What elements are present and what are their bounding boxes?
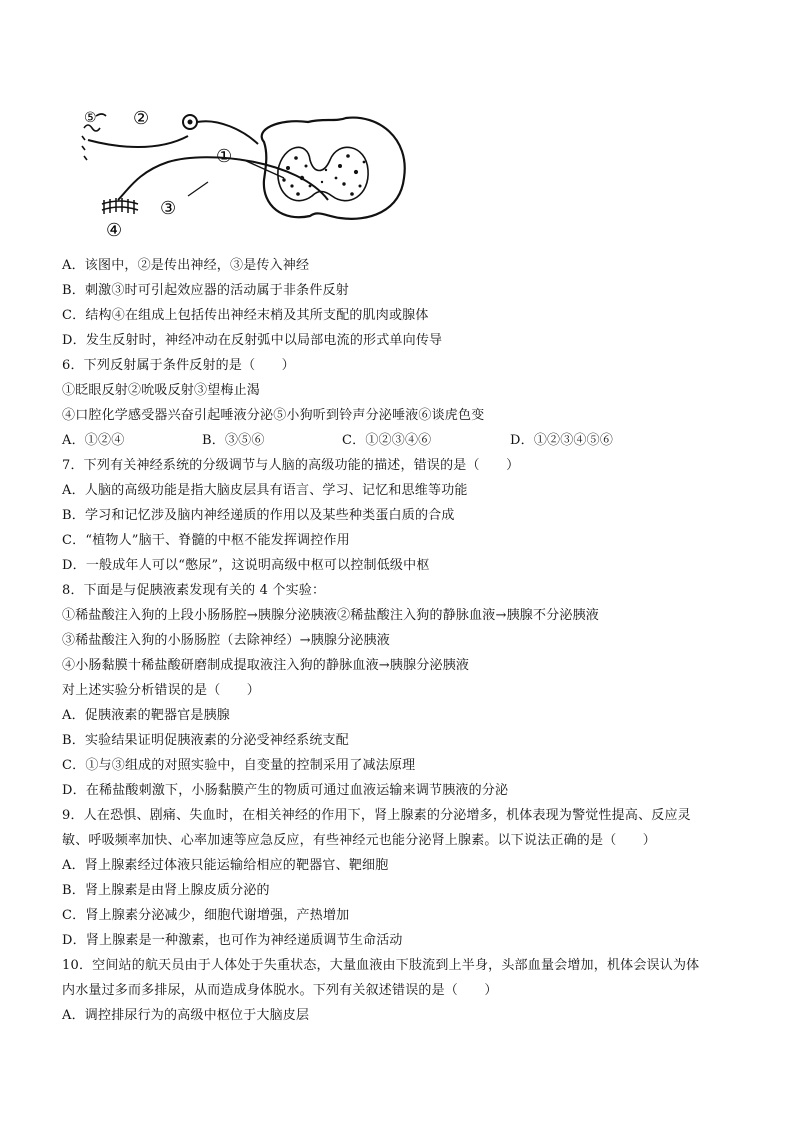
afferent-fiber	[88, 136, 188, 147]
q7-option-a: A．人脑的高级功能是指大脑皮层具有语言、学习、记忆和思维等功能	[62, 483, 468, 498]
q7-option-b: B．学习和记忆涉及脑内神经递质的作用以及某些种类蛋白质的合成	[62, 508, 455, 523]
q8-option-b: B．实验结果证明促胰液素的分泌受神经系统支配	[62, 733, 349, 748]
q7-option-d: D．一般成年人可以“憋尿”，这说明高级中枢可以控制低级中枢	[62, 558, 430, 573]
label-4: ④	[106, 220, 123, 241]
reflex-arc-figure	[78, 100, 418, 245]
q6-items-line2: ④口腔化学感受器兴奋引起唾液分泌⑤小狗听到铃声分泌唾液⑥谈虎色变	[62, 408, 485, 423]
q8-ask: 对上述实验分析错误的是（ ）	[62, 683, 261, 698]
q6-items-line1: ①眨眼反射②吮吸反射③望梅止渴	[62, 383, 261, 398]
label-1: ①	[216, 146, 233, 167]
q10-option-a: A．调控排尿行为的高级中枢位于大脑皮层	[62, 1008, 310, 1023]
q8-exp-line3: ④小肠黏膜十稀盐酸研磨制成提取液注入狗的静脉血液→胰腺分泌胰液	[62, 658, 470, 673]
label-5: ⑤	[84, 110, 97, 126]
q9-option-b: B．肾上腺素是由肾上腺皮质分泌的	[62, 883, 270, 898]
q6-option-b: B．③⑤⑥	[202, 433, 265, 448]
q5-option-b: B．刺激③时可引起效应器的活动属于非条件反射	[62, 283, 349, 298]
q6-option-c: C．①②③④⑥	[342, 433, 432, 448]
q5-option-c: C．结构④在组成上包括传出神经末梢及其所支配的肌肉或腺体	[62, 308, 429, 323]
effector-drawing	[102, 198, 138, 214]
q8-exp-line2: ③稀盐酸注入狗的小肠肠腔（去除神经）→胰腺分泌胰液	[62, 633, 390, 648]
q6-stem: 6．下列反射属于条件反射的是（ ）	[62, 358, 295, 373]
q10-stem-line2: 内水量过多而多排尿，从而造成身体脱水。下列有关叙述错误的是（ ）	[62, 983, 498, 998]
q8-option-c: C．①与③组成的对照实验中，自变量的控制采用了减法原理	[62, 758, 416, 773]
q7-stem: 7．下列有关神经系统的分级调节与人脑的高级功能的描述，错误的是（ ）	[62, 458, 520, 473]
q5-option-d: D．发生反射时，神经冲动在反射弧中以局部电流的形式单向传导	[62, 333, 443, 348]
q10-stem-line1: 10．空间站的航天员由于人体处于失重状态，大量血液由下肢流到上半身，头部血量会增加，机体会误认为体	[62, 958, 700, 973]
q6-options	[62, 432, 613, 450]
q8-option-a: A．促胰液素的靶器官是胰腺	[62, 708, 230, 723]
label-3: ③	[160, 198, 177, 219]
q8-stem: 8．下面是与促胰液素发现有关的 4 个实验：	[62, 583, 326, 598]
q7-option-c: C．“植物人”脑干、脊髓的中枢不能发挥调控作用	[62, 533, 350, 548]
q8-option-d: D．在稀盐酸刺激下，小肠黏膜产生的物质可通过血液运输来调节胰液的分泌	[62, 783, 509, 798]
q9-stem-line2: 敏、呼吸频率加快、心率加速等应急反应，有些神经元也能分泌肾上腺素。以下说法正确的是（ ）	[62, 833, 657, 848]
q8-exp-line1: ①稀盐酸注入狗的上段小肠肠腔→胰腺分泌胰液②稀盐酸注入狗的静脉血液→胰腺不分泌胰液	[62, 608, 599, 623]
q9-stem-line1: 9．人在恐惧、剧痛、失血时，在相关神经的作用下，肾上腺素的分泌增多，机体表现为警觉性提高、反应灵	[62, 808, 691, 823]
q6-option-a: A．①②④	[62, 433, 125, 448]
q9-option-d: D．肾上腺素是一种激素，也可作为神经递质调节生命活动	[62, 933, 403, 948]
q9-option-a: A．肾上腺素经过体液只能运输给相应的靶器官、靶细胞	[62, 858, 389, 873]
q5-option-a: A．该图中，②是传出神经，③是传入神经	[62, 258, 310, 273]
q9-option-c: C．肾上腺素分泌减少，细胞代谢增强，产热增加	[62, 908, 350, 923]
q6-option-d: D．①②③④⑤⑥	[510, 433, 614, 448]
label-2: ②	[133, 108, 150, 129]
